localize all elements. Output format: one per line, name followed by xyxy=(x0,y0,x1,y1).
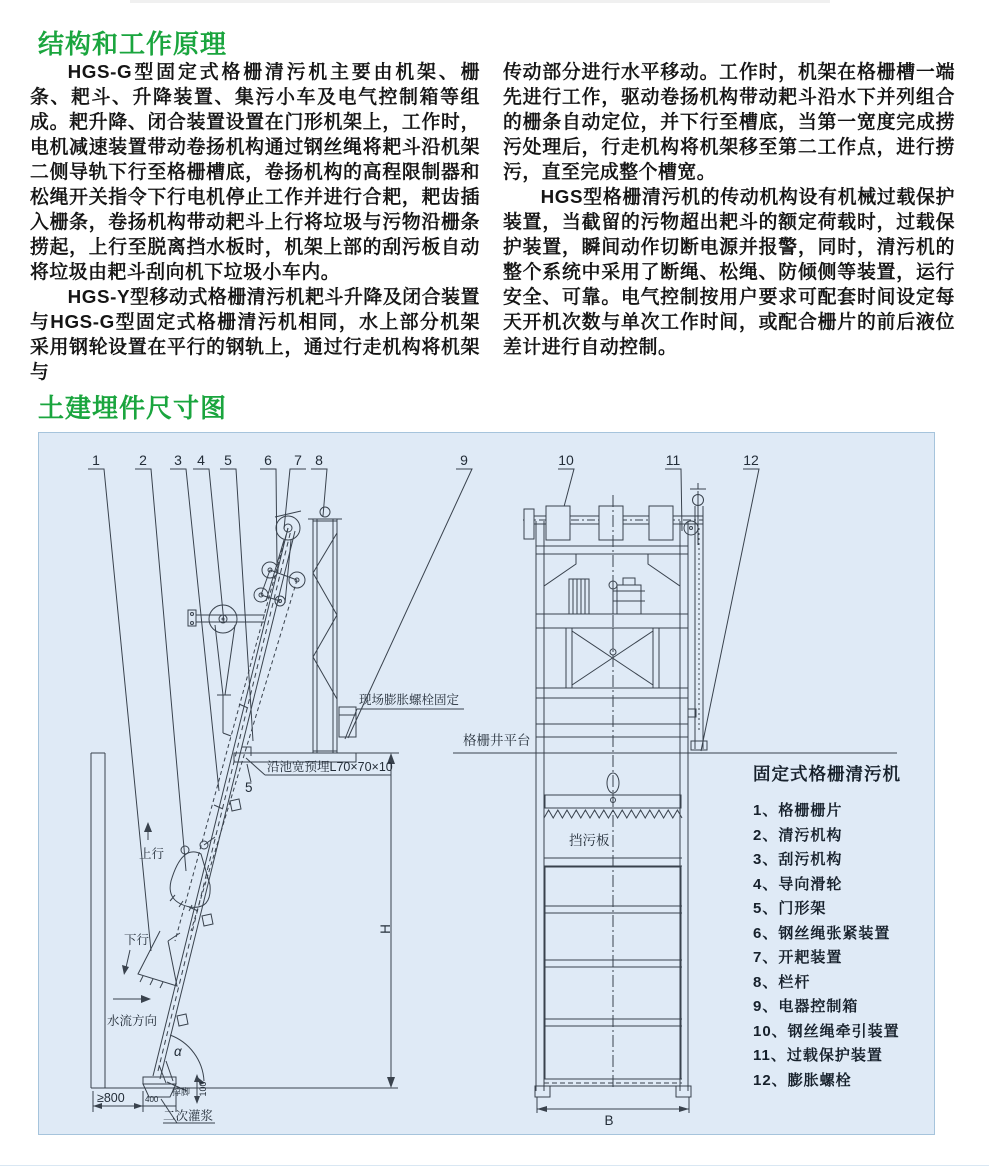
diagram-legend xyxy=(753,761,953,1093)
legend-item: 12、膨胀螺栓 xyxy=(753,1071,852,1089)
paragraph: 传动部分进行水平移动。工作时，机架在格栅槽一端先进行工作，驱动卷扬机构带动耙斗沿水下并列组合的栅条自动定位，并下行至槽底，当第一宽度完成捞污处理后，行走机构将机架移至第二工作点，进行捞污，直至完成整个槽宽。 xyxy=(503,61,955,182)
label-embed-callout-5: 5 xyxy=(245,780,253,795)
next-section-edge xyxy=(0,1165,989,1166)
callout-7: 7 xyxy=(294,452,302,468)
callout-1: 1 xyxy=(92,452,100,468)
label-down: 下行 xyxy=(124,933,150,947)
text-column-left xyxy=(30,59,480,384)
cropped-top-remnant xyxy=(130,0,830,3)
label-alpha-angle: α xyxy=(174,1044,182,1059)
legend-item: 9、电器控制箱 xyxy=(753,998,859,1015)
legend-item: 5、门形架 xyxy=(753,900,827,917)
callout-6: 6 xyxy=(264,452,272,468)
label-up: 上行 xyxy=(139,847,165,861)
callout-10: 10 xyxy=(558,452,574,468)
callout-4: 4 xyxy=(197,452,205,468)
legend-title: 固定式格栅清污机 xyxy=(753,764,901,784)
callout-9: 9 xyxy=(460,452,468,468)
label-dim-min800: ≥800 xyxy=(97,1091,125,1105)
section-title-embed-drawing: 土建埋件尺寸图 xyxy=(38,393,228,423)
label-embedded-angle: 沿池宽预埋L70×70×10 xyxy=(267,760,393,774)
legend-item: 2、清污机构 xyxy=(753,826,843,844)
legend-item: 1、格栅栅片 xyxy=(753,802,843,819)
legend-item: 7、开耙装置 xyxy=(753,949,843,966)
label-flow-direction: 水流方向 xyxy=(107,1014,158,1028)
label-secondary-grout: 二次灌浆 xyxy=(163,1109,214,1123)
legend-item: 3、刮污机构 xyxy=(753,851,843,868)
legend-item: 11、过载保护装置 xyxy=(753,1047,883,1064)
callout-3: 3 xyxy=(174,452,182,468)
callout-leaders xyxy=(88,469,759,951)
callout-2: 2 xyxy=(139,452,147,468)
callout-12: 12 xyxy=(743,452,759,468)
label-site-expansion-bolt: 现场膨胀螺栓固定 xyxy=(359,693,460,707)
label-dim-B: B xyxy=(604,1113,614,1128)
paragraph: HGS-G型固定式格栅清污机主要由机架、栅条、耙斗、升降装置、集污小车及电气控制箱等组成。耙升降、闭合装置设置在门形机架上，工作时，电机减速装置带动卷扬机构通过钢丝绳将耙斗沿机架二侧导轨下行至格栅槽底，卷扬机构的高程限制器和松绳开关指令下行电机停止工作并进行合耙，耙齿插入栅条，卷扬机构带动耙斗上行将垃圾与污物沿栅条捞起，上行至脱离挡水板时，机架上部的刮污板自动将垃圾由耙斗刮向机下垃圾小车内。 xyxy=(30,61,480,282)
section-title-structure: 结构和工作原理 xyxy=(38,29,228,59)
callout-8: 8 xyxy=(315,452,323,468)
label-dim-400: 400 xyxy=(145,1095,159,1104)
callout-numbers xyxy=(92,452,759,468)
legend-item: 8、栏杆 xyxy=(753,973,811,991)
paragraph: HGS型格栅清污机的传动机构设有机械过载保护装置，当截留的污物超出耙斗的额定荷载时，过载保护装置，瞬间动作切断电源并报警，同时，清污机的整个系统中采用了断绳、松绳、防倾侧等装置，运行安全、可靠。电气控制按用户要求可配套时间设定每天开机次数与单次工作时间，或配合栅片的前后液位差计进行自动控制。 xyxy=(503,186,955,357)
callout-5: 5 xyxy=(224,452,232,468)
side-view-drawing xyxy=(91,507,464,1123)
legend-item: 6、钢丝绳张紧装置 xyxy=(753,924,891,942)
label-dim-H: H xyxy=(378,924,393,934)
paragraph: HGS-Y型移动式格栅清污机耙斗升降及闭合装置与HGS-G型固定式格栅清污机相同，水上部分机架采用钢轮设置在平行的钢轨上，通过行走机构将机架与 xyxy=(30,286,480,382)
label-baffle-plate: 挡污板 xyxy=(569,833,610,848)
text-column-right xyxy=(503,59,955,359)
label-support-leg: 撑脚 xyxy=(172,1087,191,1097)
legend-item: 4、导向滑轮 xyxy=(753,875,843,893)
label-dim-100: 100 xyxy=(198,1081,208,1097)
legend-item: 10、钢丝绳牵引装置 xyxy=(753,1022,900,1040)
label-screen-well-platform: 格栅井平台 xyxy=(463,733,531,748)
callout-11: 11 xyxy=(665,452,681,468)
